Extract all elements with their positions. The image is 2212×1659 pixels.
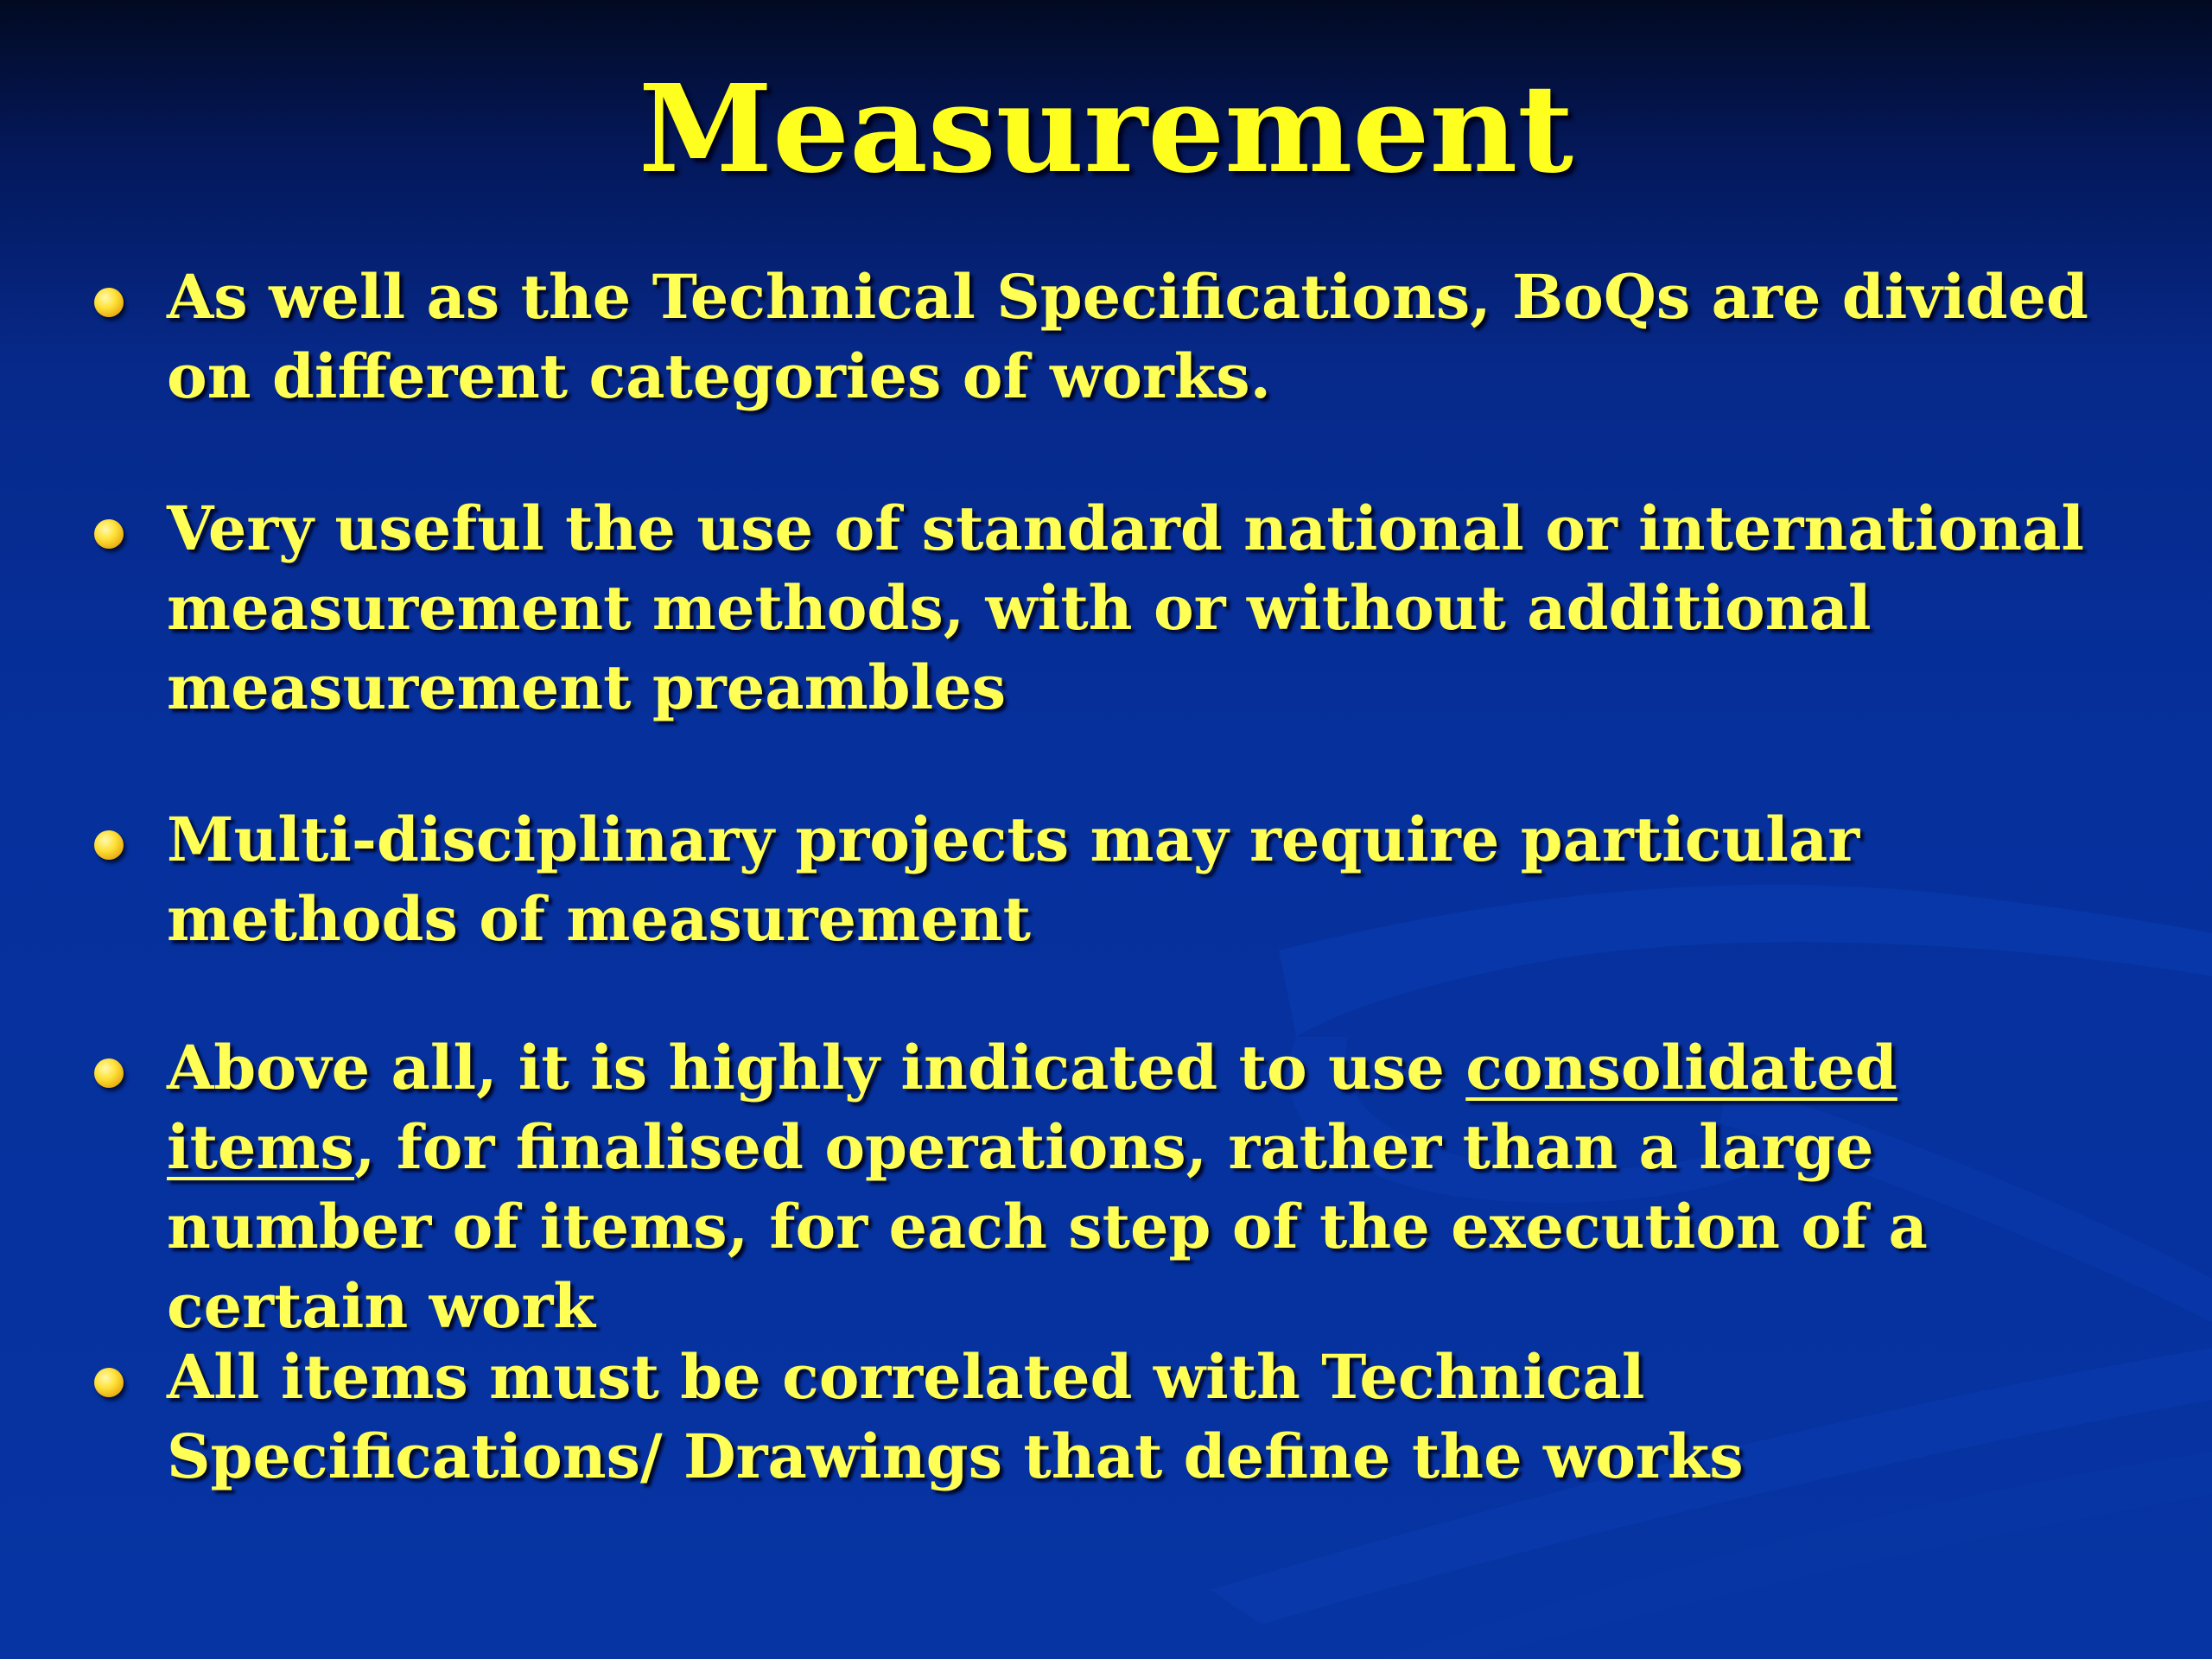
- bullet-dot-icon: [94, 288, 124, 317]
- bullet-dot-icon: [94, 1368, 124, 1397]
- bullet-text: [167, 1028, 2120, 1346]
- bullet-dot-icon: [94, 519, 124, 549]
- bullet-text: Very useful the use of standard national or international measurement methods, with or without additional measurement preambles: [167, 493, 2085, 723]
- underlined-emphasis: consolidated items: [167, 1032, 1897, 1183]
- slide-title: Measurement: [639, 59, 1573, 200]
- bullet-text: As well as the Technical Specifications, BoQs are divided on different categories of works.: [167, 261, 2089, 412]
- bullet-text-part: Above all, it is highly indicated to use: [167, 1032, 1466, 1103]
- bullet-dot-icon: [94, 1058, 124, 1088]
- bullet-text: All items must be correlated with Technical Specifications/ Drawings that define the works: [167, 1341, 1744, 1492]
- bullet-text-part: , for finalised operations, rather than a large number of items, for each step of the execution of a certain work: [167, 1111, 1928, 1342]
- bullet-dot-icon: [94, 830, 124, 860]
- bullet-text: Multi-disciplinary projects may require particular methods of measurement: [167, 804, 1860, 955]
